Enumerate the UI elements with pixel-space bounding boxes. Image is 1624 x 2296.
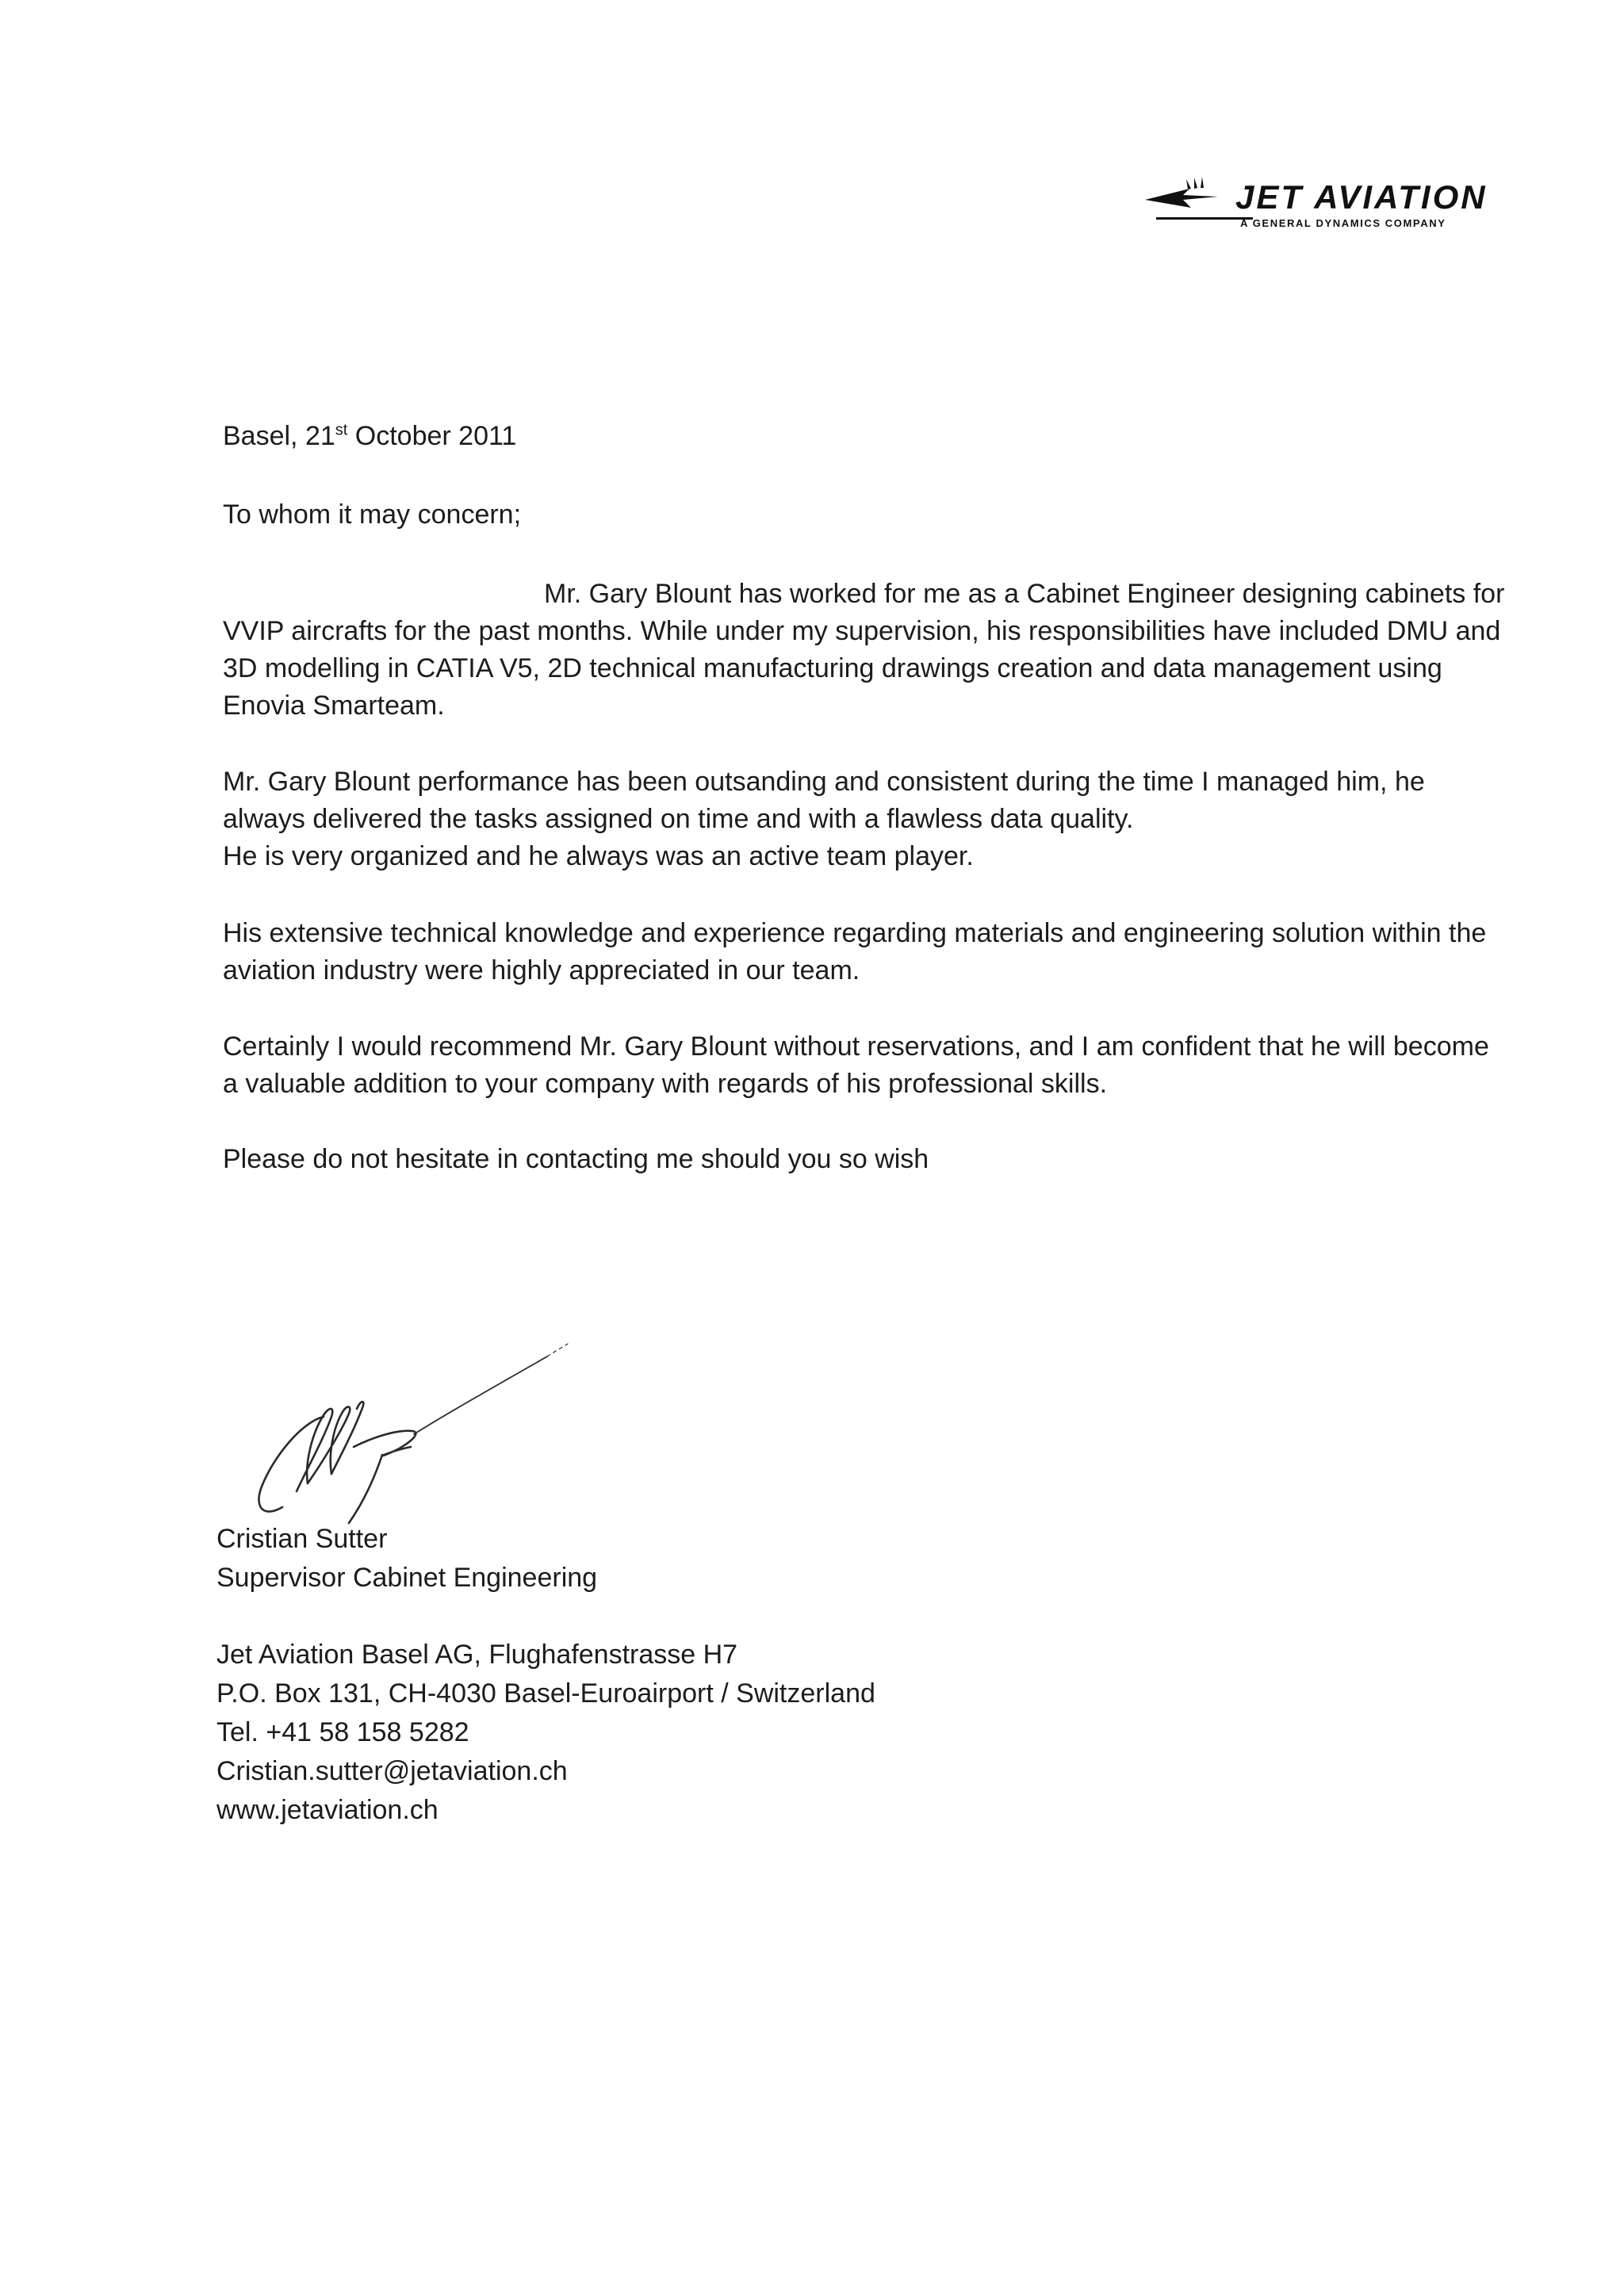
body-paragraph-4 xyxy=(223,1028,1531,1103)
body-paragraph-1 xyxy=(223,576,1531,725)
contact-block xyxy=(216,1636,875,1830)
handwritten-signature-icon xyxy=(230,1328,587,1526)
company-address: Jet Aviation Basel AG, Flughafenstrasse H7 xyxy=(216,1640,738,1670)
paragraph-line: 3D modelling in CATIA V5, 2D technical manufacturing drawings creation and data management using xyxy=(223,653,1442,683)
date-prefix: Basel, 21 xyxy=(223,421,335,451)
paragraph-line: VVIP aircrafts for the past months. While under my supervision, his responsibilities have included DMU and xyxy=(223,616,1501,646)
body-paragraph-5 xyxy=(223,1141,1531,1178)
body-paragraph-3 xyxy=(223,915,1531,989)
paragraph-line: His extensive technical knowledge and experience regarding materials and engineering solution within the xyxy=(223,918,1487,948)
phone-number: Tel. +41 58 158 5282 xyxy=(216,1717,469,1747)
paragraph-line: a valuable addition to your company with regards of his professional skills. xyxy=(223,1069,1108,1099)
paragraph-line: Mr. Gary Blount has worked for me as a Cabinet Engineer designing cabinets for xyxy=(544,579,1505,609)
paragraph-line: Certainly I would recommend Mr. Gary Blount without reservations, and I am confident that he will become xyxy=(223,1031,1489,1062)
paragraph-line: aviation industry were highly appreciated in our team. xyxy=(223,955,860,985)
jet-aviation-bird-icon xyxy=(1142,173,1221,220)
salutation: To whom it may concern; xyxy=(223,499,522,530)
signatory-name: Cristian Sutter xyxy=(216,1524,388,1554)
date-suffix: October 2011 xyxy=(347,421,517,451)
body-paragraph-2 xyxy=(223,763,1531,875)
signatory-block xyxy=(216,1520,597,1598)
company-name: JET AVIATION xyxy=(1235,178,1488,216)
website-url: www.jetaviation.ch xyxy=(216,1795,439,1825)
company-tagline: A GENERAL DYNAMICS COMPANY xyxy=(1240,217,1446,229)
paragraph-line: Enovia Smarteam. xyxy=(223,691,445,721)
email-address: Cristian.sutter@jetaviation.ch xyxy=(216,1756,568,1786)
letter-date xyxy=(223,418,516,455)
date-ordinal: st xyxy=(335,421,348,439)
company-logo xyxy=(1142,168,1538,232)
paragraph-line: Mr. Gary Blount performance has been outsanding and consistent during the time I managed him, he xyxy=(223,767,1425,797)
po-box-address: P.O. Box 131, CH-4030 Basel-Euroairport / Switzerland xyxy=(216,1678,875,1709)
paragraph-line: Please do not hesitate in contacting me should you so wish xyxy=(223,1144,929,1174)
paragraph-line: always delivered the tasks assigned on time and with a flawless data quality. xyxy=(223,804,1134,834)
signatory-title: Supervisor Cabinet Engineering xyxy=(216,1563,598,1593)
paragraph-line: He is very organized and he always was an active team player. xyxy=(223,841,974,871)
logo-rule xyxy=(1156,217,1253,220)
